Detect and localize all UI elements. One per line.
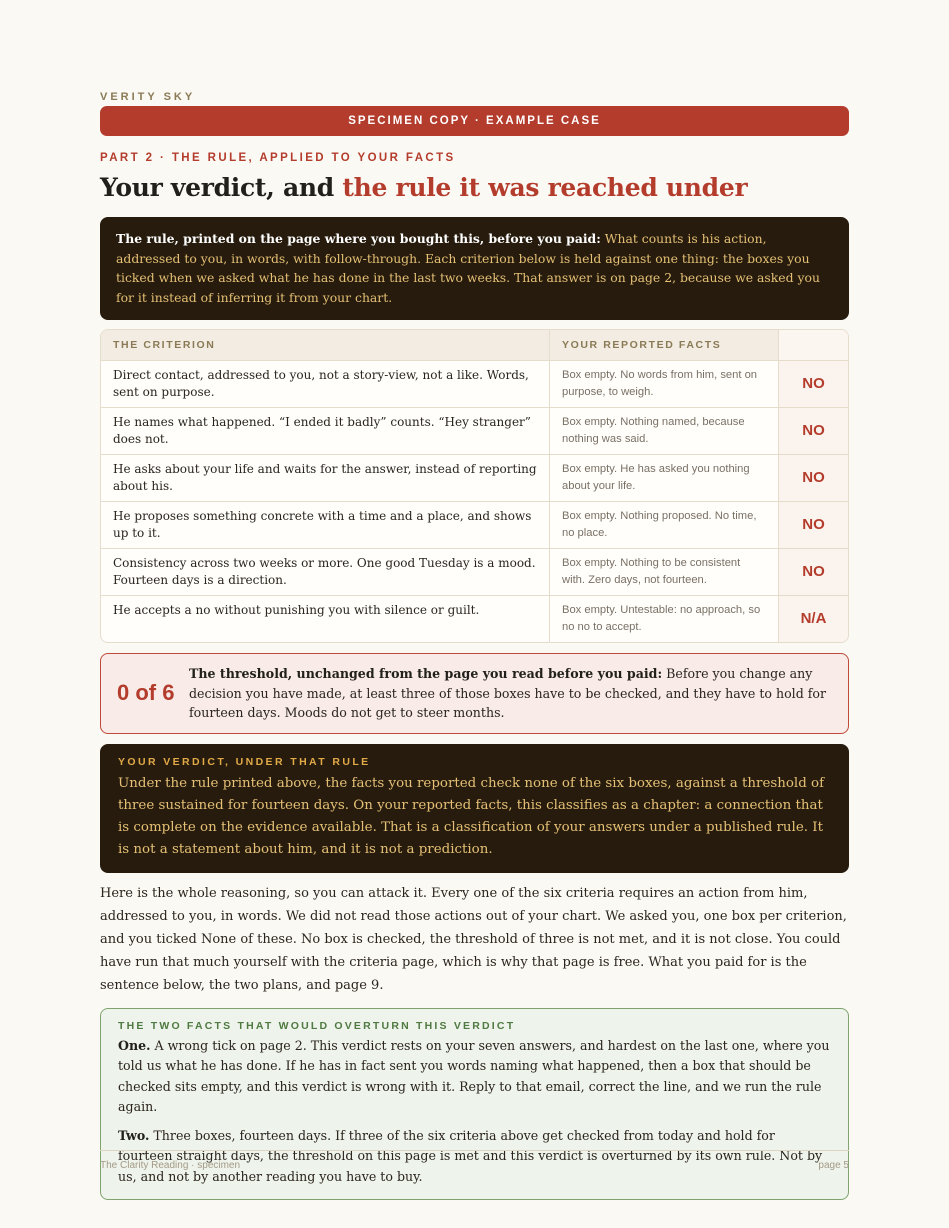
threshold-body: Before you change any decision you have made, at least three of those boxes have to be checked, and they have to hold for fourteen days. Moods do not get to steer months.	[189, 666, 827, 720]
rule-lead: The rule, printed on the page where you bought this, before you paid:	[116, 231, 601, 246]
threshold-lead: The threshold, unchanged from the page you read before you paid:	[189, 666, 663, 681]
threshold-callout	[100, 653, 849, 734]
result-cell: NO	[778, 502, 848, 549]
criterion-cell: He accepts a no without punishing you with silence or guilt.	[113, 603, 480, 617]
result-cell: N/A	[778, 596, 848, 642]
page-footer	[100, 1150, 849, 1171]
score-badge: 0 of 6	[117, 680, 175, 706]
brand-name: VERITY SKY	[100, 91, 196, 103]
reasoning-paragraph: Here is the whole reasoning, so you can attack it. Every one of the six criteria requires an action from him, addressed to you, in words. We did not read those actions out of your chart. We asked you, one box per criterion, and you ticked None of these. No box is checked, the threshold of three is not met, and it is not close. You could have run that much yourself with the criteria page, which is why that page is free. What you paid for is the sentence below, the two plans, and page 9.	[100, 885, 847, 993]
table-row	[101, 361, 848, 408]
criterion-cell: He proposes something concrete with a time and a place, and shows up to it.	[101, 502, 549, 549]
result-cell: NO	[778, 455, 848, 502]
page-number: page 5	[818, 1160, 849, 1171]
section-label: PART 2 · THE RULE, APPLIED TO YOUR FACTS	[100, 152, 456, 164]
fact-one-body: A wrong tick on page 2. This verdict rests on your seven answers, and hardest on the last one, where you told us what he has done. If he has in fact sent you words naming what happened, then a box that should be checked sits empty, and this verdict is wrong with it. Reply to that email, correct the line, and we run the rule again.	[118, 1037, 830, 1114]
overturn-fact-one	[118, 1036, 831, 1118]
criterion-cell: Consistency across two weeks or more. One good Tuesday is a mood. Fourteen days is a direction.	[101, 549, 549, 596]
table-row	[101, 455, 848, 502]
facts-cell: Box empty. Nothing to be consistent with. Zero days, not fourteen.	[549, 549, 778, 596]
threshold-text	[189, 664, 832, 723]
specimen-banner: SPECIMEN COPY · EXAMPLE CASE	[100, 106, 849, 136]
column-header-facts: YOUR REPORTED FACTS	[549, 330, 778, 361]
table-row	[101, 408, 848, 455]
facts-cell: Box empty. Untestable: no approach, so no no to accept.	[549, 596, 778, 642]
result-cell: NO	[778, 549, 848, 596]
page-title-plain: Your verdict, and	[100, 173, 343, 202]
verdict-label: YOUR VERDICT, UNDER THAT RULE	[118, 755, 371, 768]
overturn-callout	[100, 1008, 849, 1201]
column-header-result	[778, 330, 848, 361]
facts-cell: Box empty. Nothing proposed. No time, no place.	[549, 502, 778, 549]
footer-title: The Clarity Reading · specimen	[100, 1160, 241, 1171]
table-row	[101, 596, 848, 642]
verdict-callout	[100, 744, 849, 873]
rule-callout	[100, 217, 849, 320]
criterion-cell: He names what happened. “I ended it badly” counts. “Hey stranger” does not.	[101, 408, 549, 455]
fact-one-lead: One.	[118, 1037, 151, 1053]
page-title	[100, 173, 849, 203]
rule-body: What counts is his action, addressed to you, in words, with follow-through. Each criterion below is held against one thing: the boxes you ticked when we asked what he has done in the last two weeks. That answer is on page 2, because we asked you for it instead of inferring it from your chart.	[116, 231, 820, 305]
report-page	[100, 90, 849, 1200]
result-cell: NO	[778, 408, 848, 455]
column-header-criterion: THE CRITERION	[101, 330, 549, 361]
page-title-accent: the rule it was reached under	[342, 173, 748, 202]
table-row	[101, 502, 848, 549]
criteria-table	[100, 329, 849, 643]
fact-two-body: Three boxes, fourteen days. If three of the six criteria above get checked from today and hold for fourteen straight days, the threshold on this page is met and this verdict is overturned by its own rule. Not by us, and not by another reading you have to buy.	[118, 1127, 823, 1184]
verdict-text: Under the rule printed above, the facts you reported check none of the six boxes, against a threshold of three sustained for fourteen days. On your reported facts, this classifies as a chapter: a connection that is complete on the evidence available. That is a classification of your answers under a published rule. It is not a statement about him, and it is not a prediction.	[118, 775, 825, 857]
table-row	[101, 549, 848, 596]
fact-two-lead: Two.	[118, 1127, 150, 1143]
facts-cell: Box empty. No words from him, sent on purpose, to weigh.	[549, 361, 778, 408]
result-cell: NO	[778, 361, 848, 408]
criterion-cell: Direct contact, addressed to you, not a story-view, not a like. Words, sent on purpose.	[101, 361, 549, 408]
table-header-row	[101, 330, 848, 361]
facts-cell: Box empty. Nothing named, because nothing was said.	[549, 408, 778, 455]
criterion-cell: He asks about your life and waits for the answer, instead of reporting about his.	[101, 455, 549, 502]
overturn-label: THE TWO FACTS THAT WOULD OVERTURN THIS VERDICT	[118, 1019, 516, 1032]
facts-cell: Box empty. He has asked you nothing about your life.	[549, 455, 778, 502]
